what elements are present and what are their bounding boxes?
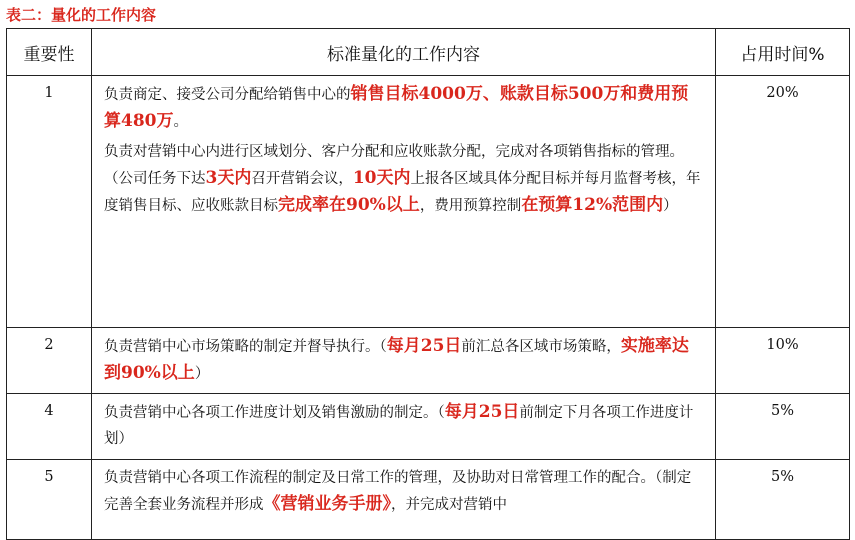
text: 。 xyxy=(173,114,188,130)
text: 负责对营销中心内进行区域划分、客户分配和应收账款分配，完成对各项销售指标的管理。（公司任务下达 xyxy=(104,144,684,187)
row-time: 10% xyxy=(716,328,850,394)
header-content: 标准量化的工作内容 xyxy=(92,29,716,76)
highlight-text: 在预算12%范围内 xyxy=(521,195,664,215)
content-paragraph xyxy=(104,139,701,219)
text: ） xyxy=(194,366,210,382)
table-caption: 表二：量化的工作内容 xyxy=(6,6,157,24)
text: 前制定下月各项工作进度计划） xyxy=(104,405,694,447)
work-content-table xyxy=(6,28,850,540)
table-row xyxy=(7,76,850,328)
text: 负责营销中心各项工作流程的制定及日常工作的管理，及协助对日常管理工作的配合。（制定完善全套业务流程并形成 xyxy=(104,470,692,513)
text: 召开营销会议， xyxy=(251,171,353,187)
content-paragraph xyxy=(104,81,701,135)
row-time: 5% xyxy=(716,394,850,460)
text: 负责营销中心各项工作进度计划及销售激励的制定。（ xyxy=(104,405,445,421)
highlight-text: 销售目标4000万、账款目标500万和费用预算480万 xyxy=(104,84,689,131)
row-importance: 2 xyxy=(7,328,92,394)
row-importance: 5 xyxy=(7,460,92,540)
text: 上报各区域具体分配目标并每月监督考核，年度销售目标、应收账款目标 xyxy=(104,171,701,214)
row-content xyxy=(92,76,716,328)
header-importance: 重要性 xyxy=(7,29,92,76)
table-row xyxy=(7,328,850,394)
highlight-text: 每月25日 xyxy=(444,402,520,422)
text: 前汇总各区域市场策略， xyxy=(461,339,621,355)
highlight-text: 10天内 xyxy=(352,168,411,188)
text: ） xyxy=(663,198,678,214)
row-importance: 1 xyxy=(7,76,92,328)
text: ，费用预算控制 xyxy=(419,198,522,214)
text: 负责营销中心市场策略的制定并督导执行。（ xyxy=(104,339,387,355)
highlight-text: 完成率在90%以上 xyxy=(278,195,420,215)
highlight-text: 实施率达到90%以上 xyxy=(104,336,689,383)
table-row xyxy=(7,394,850,460)
text: ，并完成对营销中 xyxy=(391,497,507,513)
text: 负责商定、接受公司分配给销售中心的 xyxy=(104,87,351,103)
row-time: 5% xyxy=(716,460,850,540)
row-importance: 4 xyxy=(7,394,92,460)
row-content xyxy=(92,394,716,460)
highlight-text: 《营销业务手册》 xyxy=(263,494,391,514)
header-time: 占用时间% xyxy=(716,29,850,76)
row-content xyxy=(92,328,716,394)
highlight-text: 每月25日 xyxy=(386,336,462,356)
row-time: 20% xyxy=(716,76,850,328)
highlight-text: 3天内 xyxy=(205,168,252,188)
table-header-row xyxy=(7,29,850,76)
